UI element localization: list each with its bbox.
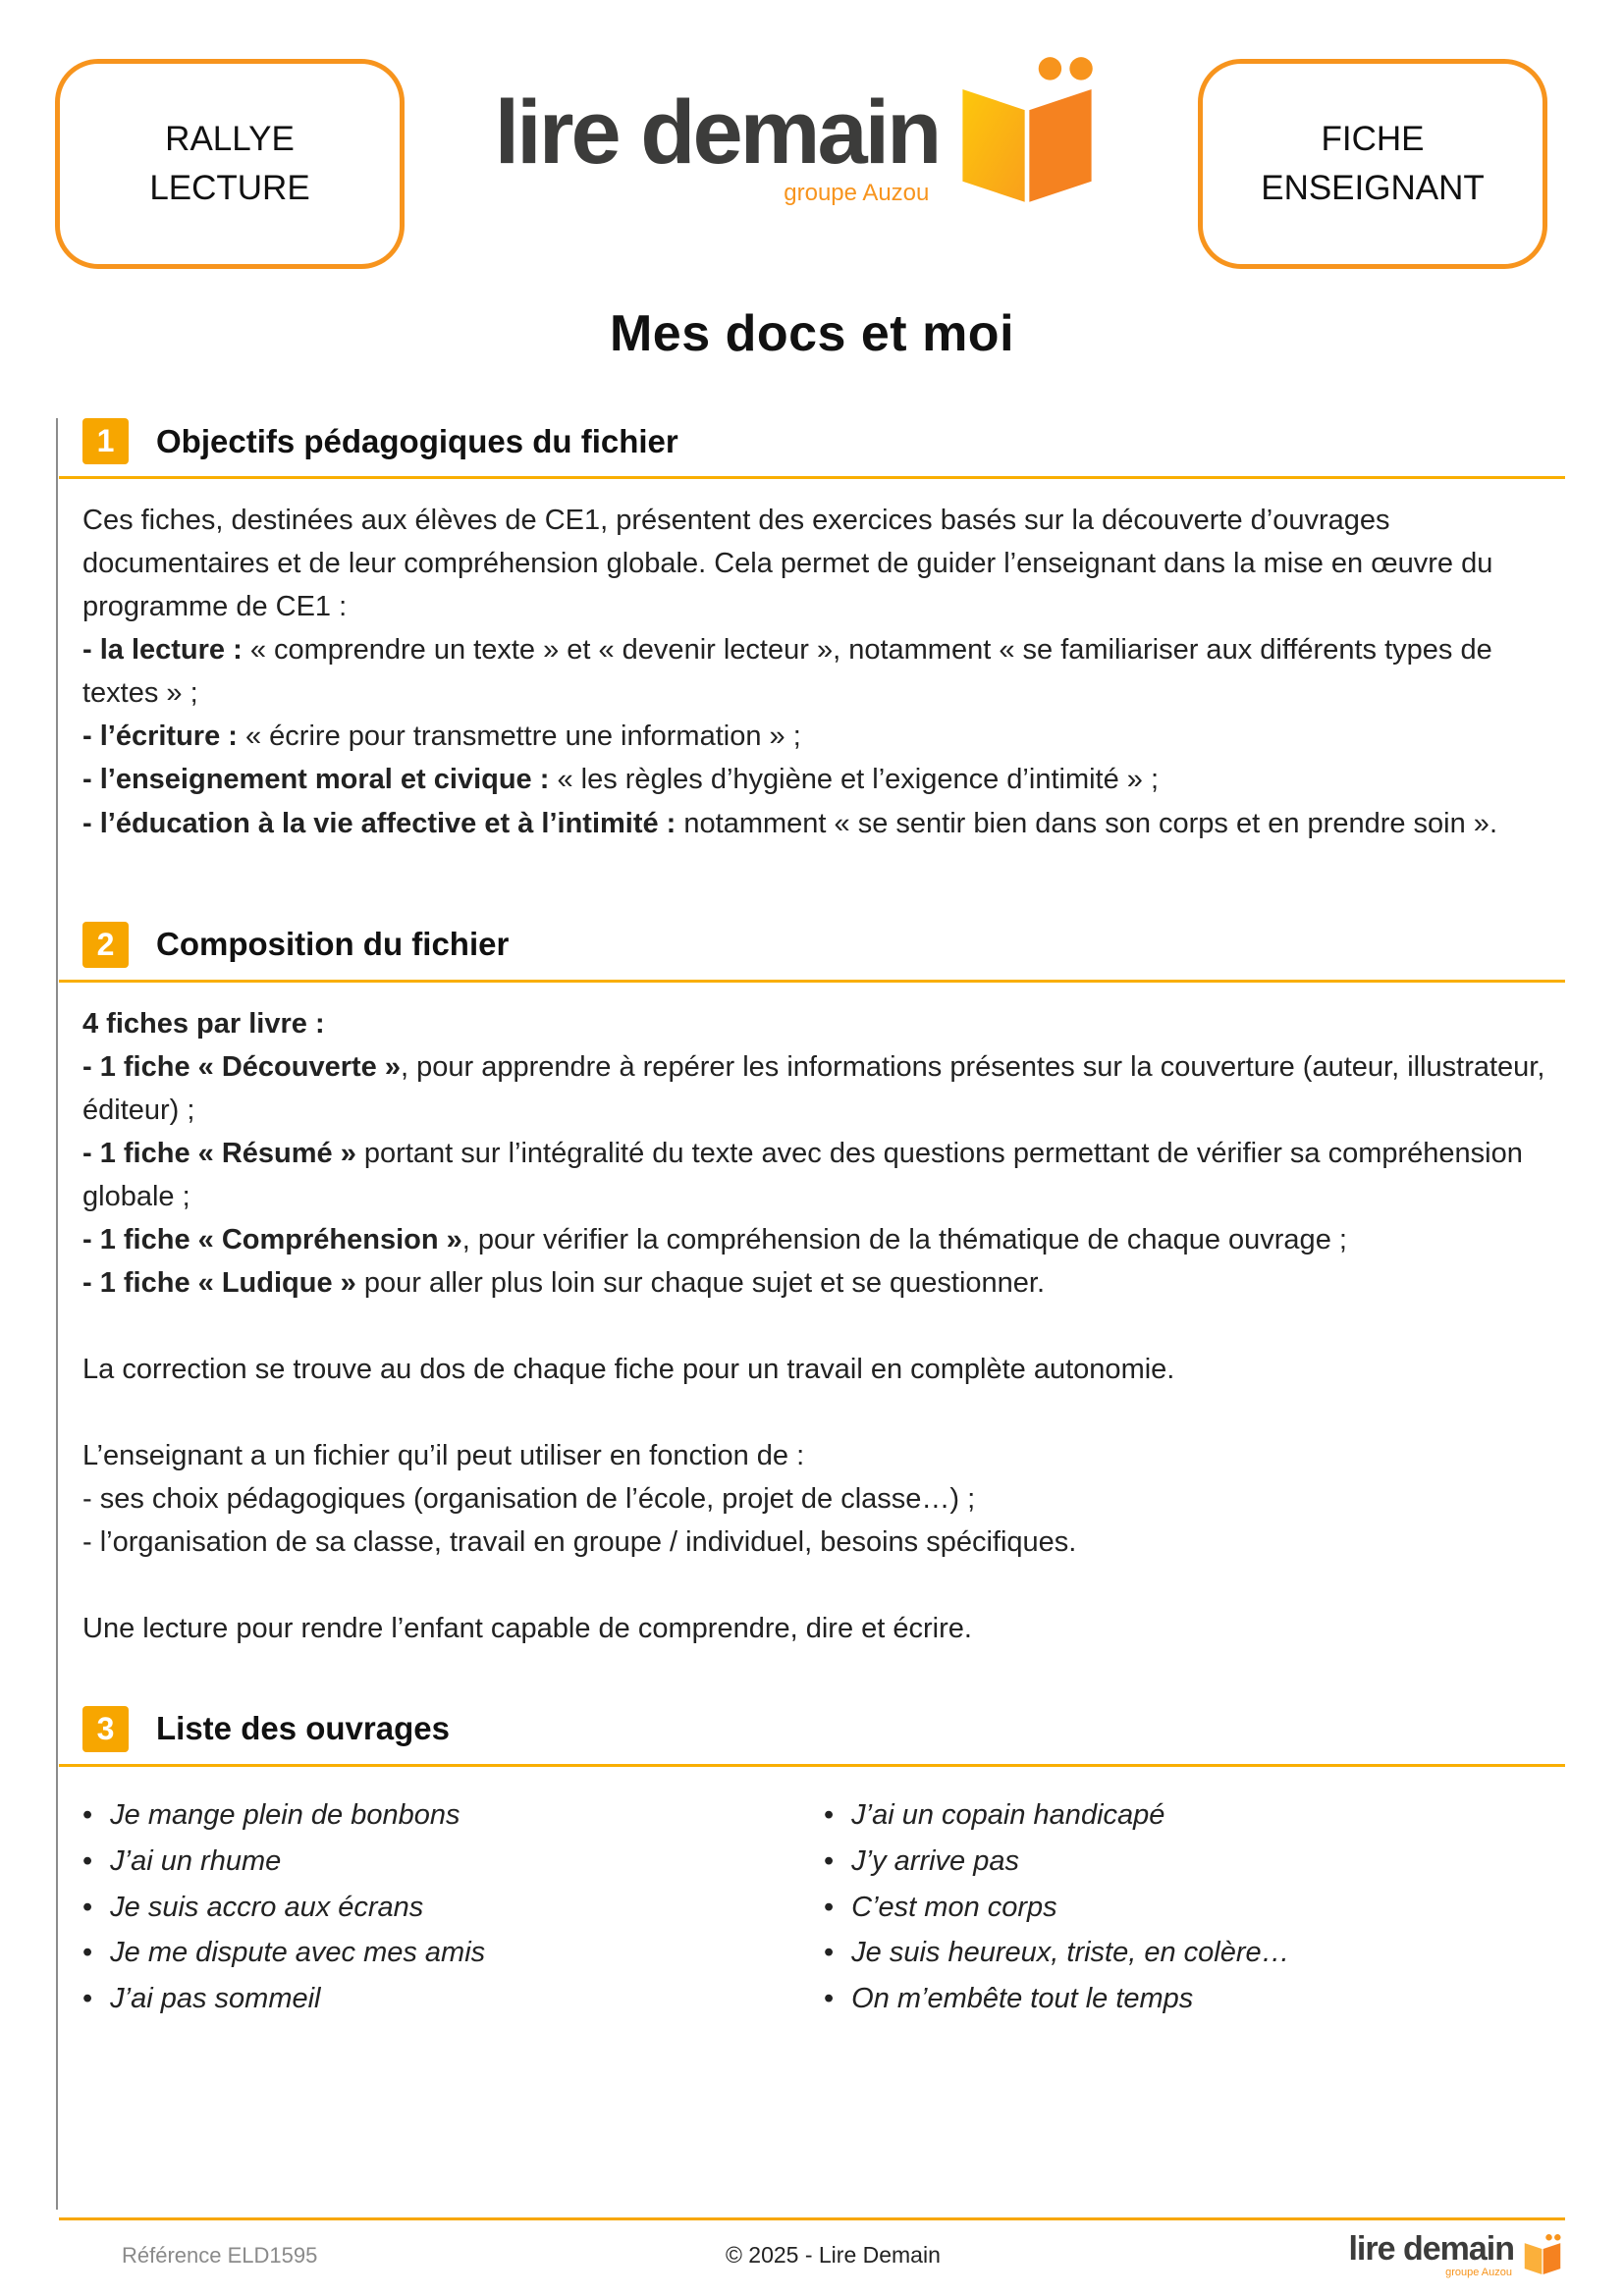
badge-rallye-lecture	[55, 59, 405, 269]
book-list	[59, 1767, 1565, 2023]
footer-row	[59, 2232, 1565, 2278]
paragraph: L’enseignant a un fichier qu’il peut utiliser en fonction de :	[82, 1440, 805, 1472]
paragraph: - 1 fiche « Ludique » pour aller plus loin sur chaque sujet et se questionner.	[82, 1267, 1046, 1300]
paragraph: - 1 fiche « Résumé » portant sur l’intégralité du texte avec des questions permettant de vérifier sa compréhension globale ;	[82, 1137, 1523, 1212]
section-number-badge: 1	[82, 418, 129, 464]
reference-label: Référence ELD1595	[122, 2242, 318, 2268]
badge-line-2: ENSEIGNANT	[1261, 169, 1485, 207]
section-liste-ouvrages	[59, 1706, 1565, 2023]
copyright-label: © 2025 - Lire Demain	[725, 2242, 941, 2268]
paragraph: 4 fiches par livre :	[82, 1007, 325, 1040]
page-footer	[59, 2217, 1565, 2278]
section-heading-row	[59, 418, 1565, 464]
page-content	[59, 418, 1565, 2022]
logo-wordmark: lire demain	[494, 81, 940, 183]
badge-fiche-enseignant	[1198, 59, 1547, 269]
logo-subtext: groupe Auzou	[784, 179, 930, 206]
page-header	[0, 0, 1624, 269]
paragraph: - 1 fiche « Découverte », pour apprendre à repérer les informations présentes sur la couverture (auteur, illustrateur, éditeur) ;	[82, 1050, 1545, 1126]
book-item: • J’ai pas sommeil	[82, 1976, 824, 2022]
section-number-badge: 3	[82, 1706, 129, 1752]
paragraph: - l’éducation à la vie affective et à l’intimité : notamment « se sentir bien dans son corps et en prendre soin ».	[82, 807, 1497, 839]
open-book-icon	[1520, 2234, 1565, 2276]
paragraph: Une lecture pour rendre l’enfant capable de comprendre, dire et écrire.	[82, 1613, 972, 1645]
section-body	[59, 983, 1565, 1651]
book-item: • Je suis accro aux écrans	[82, 1885, 824, 1931]
badge-line-1: RALLYE	[165, 120, 295, 159]
open-book-icon	[947, 57, 1108, 209]
book-list-column-1	[82, 1792, 824, 2023]
footer-logo-subtext: groupe Auzou	[1445, 2267, 1512, 2278]
section-body	[59, 479, 1565, 845]
book-item: • Je me dispute avec mes amis	[82, 1930, 824, 1976]
section-number-badge: 2	[82, 922, 129, 968]
section-heading-row	[59, 1706, 1565, 1752]
paragraph: - la lecture : « comprendre un texte » et « devenir lecteur », notamment « se familiariser aux différents types de textes » ;	[82, 634, 1492, 710]
badge-line-2: LECTURE	[149, 169, 310, 207]
section-heading: Composition du fichier	[156, 926, 510, 963]
paragraph: - l’écriture : « écrire pour transmettre une information » ;	[82, 721, 801, 753]
paragraph: - 1 fiche « Compréhension », pour vérifier la compréhension de la thématique de chaque ouvrage ;	[82, 1224, 1347, 1256]
book-item: • C’est mon corps	[824, 1885, 1565, 1931]
logo-text-block	[494, 81, 940, 207]
footer-rule	[59, 2217, 1565, 2220]
section-composition	[59, 922, 1565, 1651]
page-title: Mes docs et moi	[609, 305, 1015, 362]
footer-logo-wordmark: lire demain	[1348, 2230, 1514, 2268]
section-heading: Liste des ouvrages	[156, 1710, 450, 1747]
paragraph: - ses choix pédagogiques (organisation de l’école, projet de classe…) ;	[82, 1483, 976, 1516]
footer-lire-demain-logo	[1348, 2232, 1565, 2278]
book-item: • J’ai un rhume	[82, 1839, 824, 1885]
book-item: • J’ai un copain handicapé	[824, 1792, 1565, 1839]
left-margin-line	[56, 418, 58, 2210]
badge-line-1: FICHE	[1321, 120, 1425, 159]
paragraph: Ces fiches, destinées aux élèves de CE1, présentent des exercices basés sur la découverte d’ouvrages documentaires et de leur compréhension globale. Cela permet de guider l’enseignant dans la mise en œuvre du programme de CE1 :	[82, 505, 1493, 623]
paragraph: - l’organisation de sa classe, travail en groupe / individuel, besoins spécifiques.	[82, 1526, 1077, 1559]
book-item: • On m’embête tout le temps	[824, 1976, 1565, 2022]
footer-logo-text-block	[1348, 2232, 1514, 2278]
section-heading: Objectifs pédagogiques du fichier	[156, 422, 678, 459]
book-item: • Je suis heureux, triste, en colère…	[824, 1930, 1565, 1976]
lire-demain-logo	[494, 81, 1109, 209]
book-item: • J’y arrive pas	[824, 1839, 1565, 1885]
book-list-column-2	[824, 1792, 1565, 2023]
book-item: • Je mange plein de bonbons	[82, 1792, 824, 1839]
paragraph: - l’enseignement moral et civique : « les règles d’hygiène et l’exigence d’intimité » ;	[82, 764, 1160, 796]
paragraph: La correction se trouve au dos de chaque fiche pour un travail en complète autonomie.	[82, 1354, 1175, 1386]
section-heading-row	[59, 922, 1565, 968]
section-objectifs	[59, 418, 1565, 845]
